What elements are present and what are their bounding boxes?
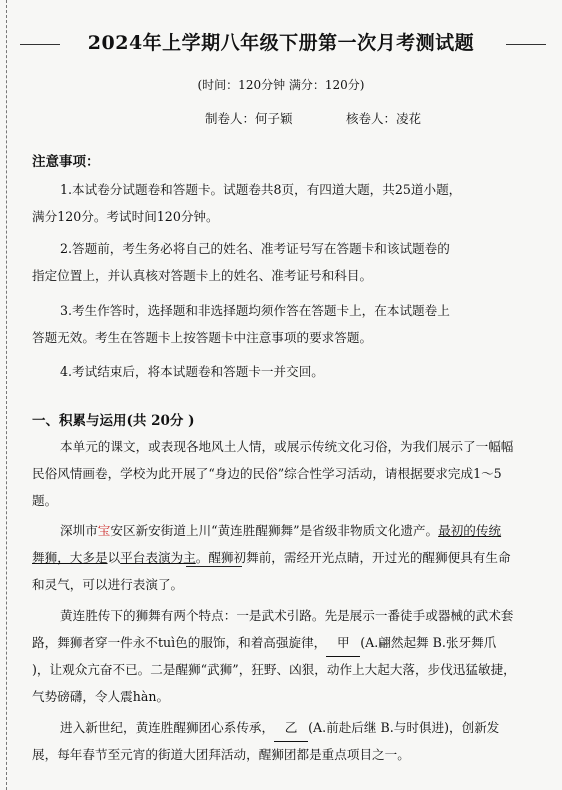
underlined-sentence: 最初的传统 xyxy=(438,523,502,538)
notice-item-4-line-1: 4.考试结束后，将本试题卷和答题卡一并交回。 xyxy=(60,364,324,379)
passage-2-line-2 xyxy=(32,629,496,657)
notice-heading: 注意事项： xyxy=(32,154,100,170)
intro-line-1: 本单元的课文，或表现各地风土人情，或展示传统文化习俗，为我们展示了一幅幅 xyxy=(60,439,514,454)
intro-line-3: 题。 xyxy=(32,493,58,508)
passage-1-line-2 xyxy=(32,544,511,571)
handwritten-underline xyxy=(186,566,242,567)
passage-2-line-3: )，让观众亢奋不已。二是醒狮“武狮”，狂野、凶狠，动作上大起大落，步伐迅猛敏捷， xyxy=(32,662,516,677)
passage-text: 深圳市 xyxy=(60,523,98,538)
notice-item-2-line-1: 2.答题前，考生务必将自己的姓名、准考证号写在答题卡和该试题卷的 xyxy=(60,241,450,256)
notice-item-1-line-1: 1.本试卷分试题卷和答题卡。试题卷共8页，有四道大题，共25道小题， xyxy=(60,182,462,197)
passage-text: 以 xyxy=(107,550,121,565)
handwritten-correction-mark: 宝 xyxy=(97,523,111,538)
author-line: 制卷人：何子颖 xyxy=(205,111,293,126)
passage-text: 安区新安街道上川“黄连胜醒狮舞”是省级非物质文化遗产。 xyxy=(110,523,439,538)
passage-text: (A.翩然起舞 B.张牙舞爪 xyxy=(360,635,497,650)
reviewer-line: 核卷人：凌花 xyxy=(346,111,422,126)
binding-dashed-line xyxy=(6,0,7,790)
passage-1-line-1 xyxy=(60,517,501,544)
notice-item-2-line-2: 指定位置上，并认真核对答题卡上的姓名、准考证号和科目。 xyxy=(32,268,373,283)
notice-item-3-line-2: 答题无效。考生在答题卡上按答题卡中注意事项的要求答题。 xyxy=(32,330,373,345)
notice-item-1-line-2: 满分120分。考试时间120分钟。 xyxy=(32,209,219,224)
passage-text: (A.前赴后继 B.与时俱进)，创新发 xyxy=(308,720,500,735)
passage-text: 路，舞狮者穿一件永不tuì色的服饰，和着高强旋律， xyxy=(32,635,327,650)
notice-item-3-line-1: 3.考生作答时，选择题和非选择题均须作答在答题卡上，在本试题卷上 xyxy=(60,303,450,318)
time-and-score: (时间：120分钟 满分：120分) xyxy=(197,78,365,92)
passage-text: 进入新世纪，黄连胜醒狮团心系传承， xyxy=(60,720,275,735)
section-1-heading: 一、积累与运用(共 20分 ) xyxy=(32,413,195,429)
passage-2-line-4: 气势磅礴，令人震hàn。 xyxy=(32,689,170,704)
passage-3-line-1 xyxy=(60,714,499,742)
intro-line-2: 民俗风情画卷，学校为此开展了“身边的民俗”综合性学习活动，请根据要求完成1～5 xyxy=(32,466,502,481)
passage-3-line-2: 展，每年春节至元宵的街道大团拜活动，醒狮团都是重点项目之一。 xyxy=(32,747,410,762)
passage-2-line-1: 黄连胜传下的狮舞有两个特点：一是武术引路。先是展示一番徒手或器械的武术套 xyxy=(60,608,514,623)
underlined-sentence: 平台表演为主 xyxy=(120,550,196,565)
underlined-sentence: 舞狮，大多是 xyxy=(32,550,108,565)
exam-title: 2024年上学期八年级下册第一次月考测试题 xyxy=(87,32,475,54)
answer-blank-yi: 乙 xyxy=(274,714,308,742)
passage-1-line-3: 和灵气，可以进行表演了。 xyxy=(32,577,184,592)
answer-blank-jia: 甲 xyxy=(326,629,360,657)
passage-text: 。醒狮初舞前，需经开光点睛，开过光的醒狮便具有生命 xyxy=(195,550,511,565)
